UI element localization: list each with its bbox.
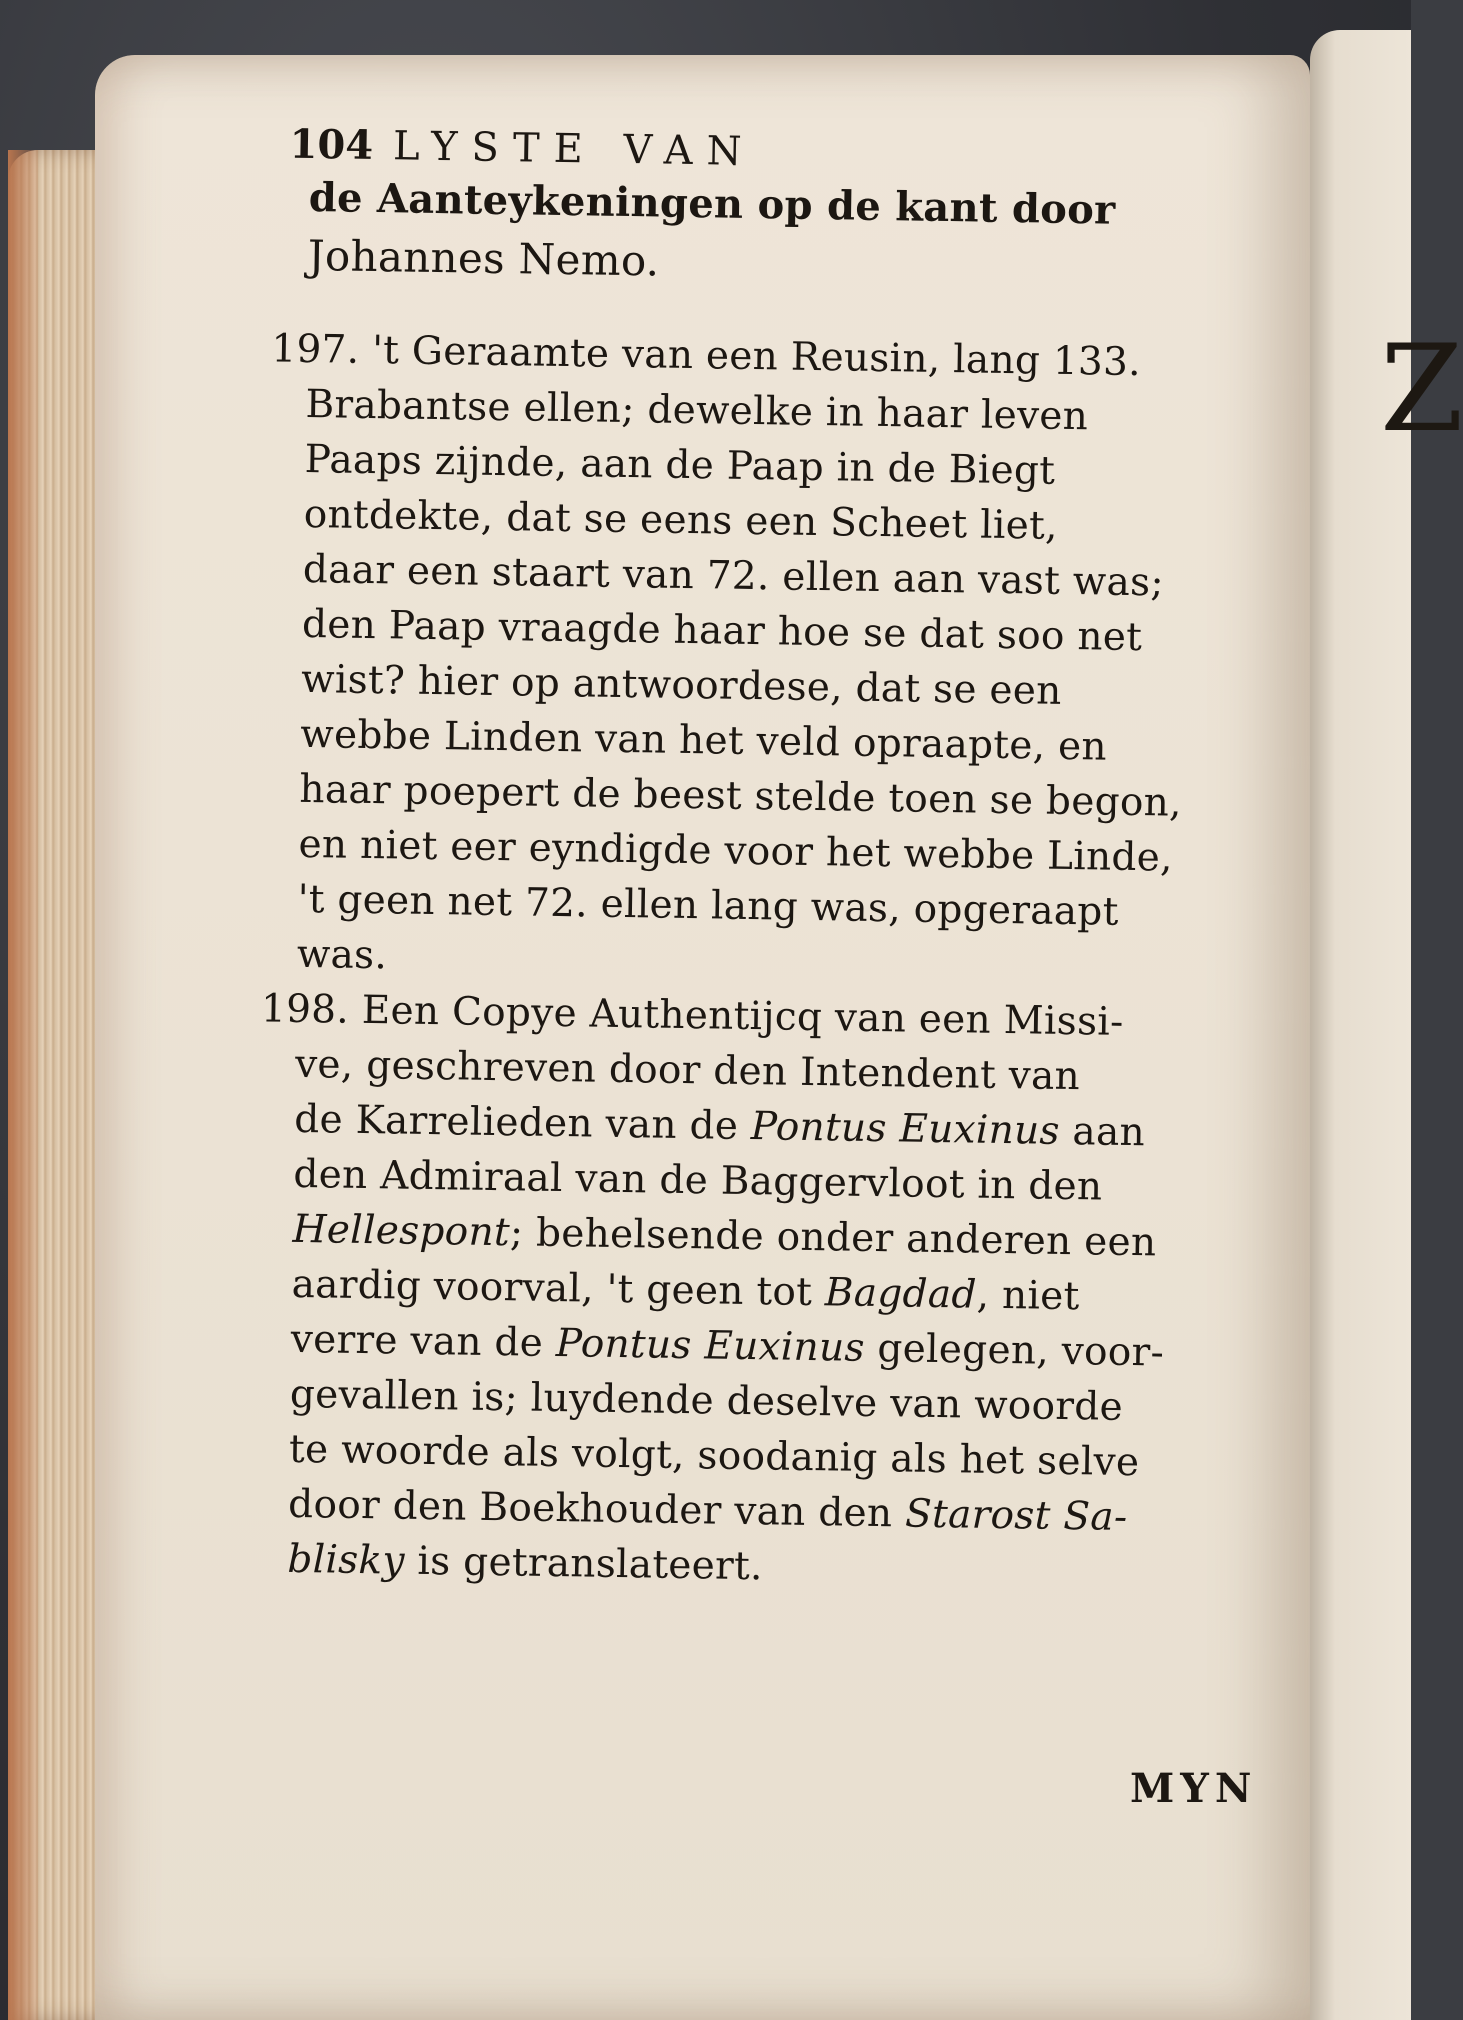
entry-number: 198. [260,986,350,1033]
entry-text: aan [1059,1108,1146,1156]
italic-name: Starost Sa- [904,1491,1128,1541]
italic-place-name: Pontus Euxinus [555,1321,866,1371]
italic-place-name: Pontus Euxinus [750,1104,1061,1154]
entry-text: , niet [976,1272,1080,1320]
entry-text: is getranslateert. [404,1538,764,1590]
entry-line: gevallen is; luydende deselve van woorde [289,1371,1124,1430]
entry-line: en niet eer eyndigde voor het webbe Linde, [298,821,1174,881]
entry-197 [271,322,1236,997]
entry-line: webbe Linden van het veld opraapte, en [299,711,1108,770]
italic-name: blisky [287,1536,406,1584]
entry-number: 197. [271,326,360,373]
entry-line: haar poepert de beest stelde toen se begon, [299,766,1183,826]
page-text [260,120,1240,1601]
entry-line: Brabantse ellen; dewelke in haar leven [305,381,1089,440]
entry-line: ve, geschreven door den Intendent van [294,1041,1081,1100]
facing-page [1310,30,1463,2020]
italic-place-name: Bagdad [824,1270,978,1318]
entry-text: 't Geraamte van een Reusin, lang 133. [371,328,1142,386]
section-heading-line-1: de Aanteykeningen op de kant door [308,173,1116,234]
entry-line: daar een staart van 72. ellen aan vast was; [302,546,1165,606]
entry-line: den Admiraal van de Baggervloot in den [293,1151,1103,1210]
entry-line: ontdekte, dat se eens een Scheet liet, [303,491,1059,549]
entry-line: 't geen net 72. ellen lang was, opgeraapt [297,876,1119,935]
page-number: 104 [289,120,374,169]
italic-place-name: Hellespont [292,1206,511,1256]
entry-line: Paaps zijnde, aan de Paap in de Biegt [304,436,1056,494]
decorative-initial: Z [1380,320,1463,459]
entry-text: ; behelsende onder anderen een [509,1210,1157,1266]
entry-line: was. [296,931,388,979]
catchword: MYN [1130,1765,1258,1812]
entry-text: verre van de [290,1316,557,1367]
section-heading-line-2: Johannes Nemo. [307,230,660,286]
entry-text: gelegen, voor- [864,1325,1165,1376]
entry-text: de Karrelieden van de [293,1096,752,1150]
entry-line: den Paap vraagde haar hoe se dat soo net [301,601,1143,661]
entry-198 [260,982,1226,1602]
running-title: LYSTE VAN [392,123,756,175]
entry-line: wist? hier op antwoordese, dat se een [300,656,1063,714]
entry-text: aardig voorval, 't geen tot [291,1261,826,1316]
entry-text: door den Boekhouder van den [287,1481,906,1537]
entry-line: te woorde als volgt, soodanig als het selve [288,1426,1140,1486]
entry-text: Een Copye Authentijcq van een Missi- [361,987,1124,1045]
